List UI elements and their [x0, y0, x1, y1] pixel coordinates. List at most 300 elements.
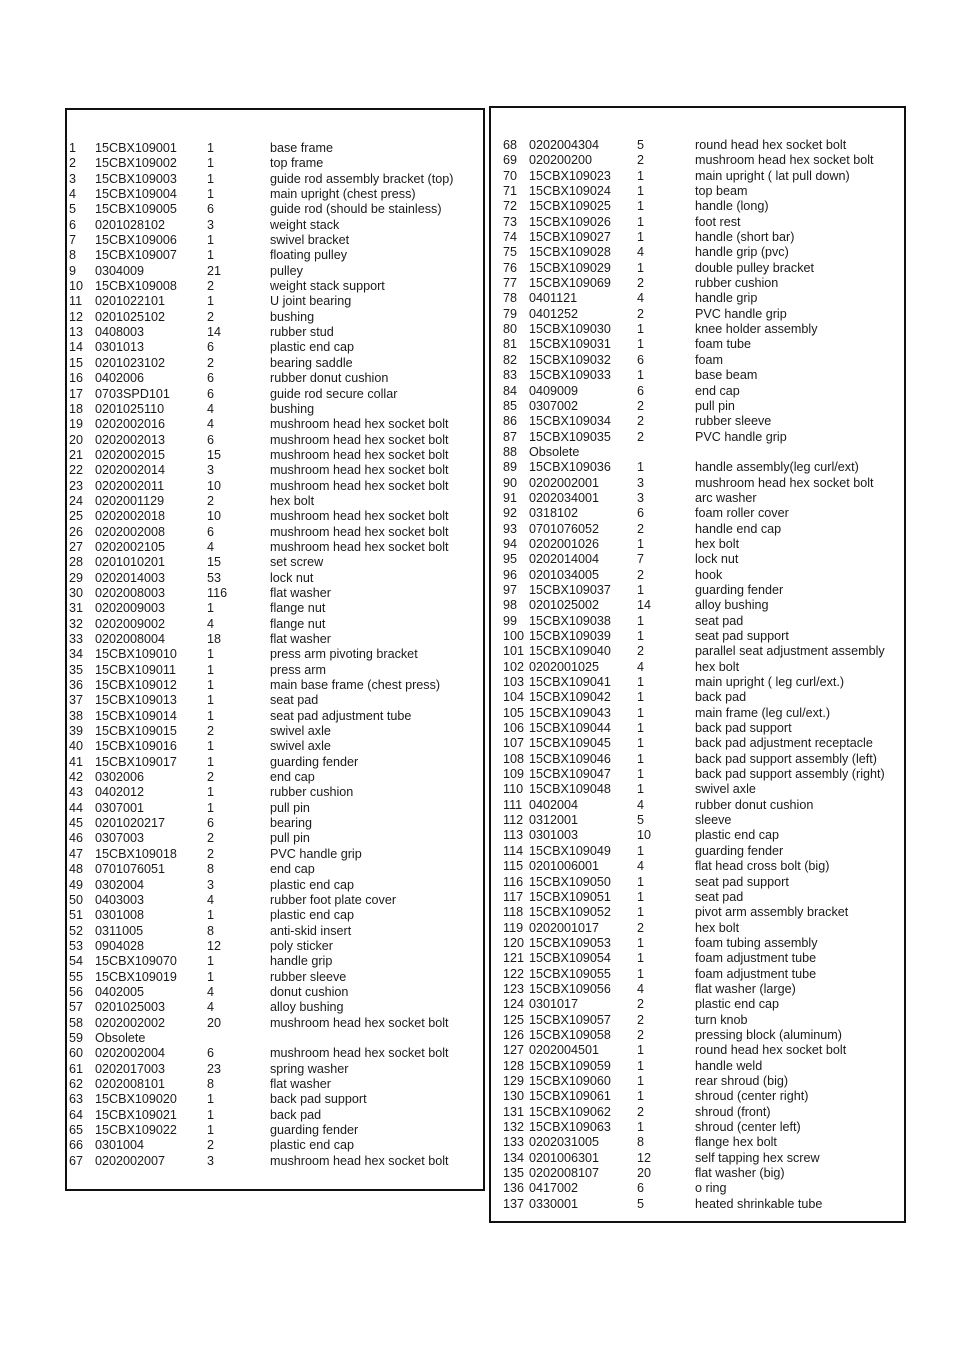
part-desc: mushroom head hex socket bolt [270, 1015, 449, 1030]
part-qty: 2 [637, 398, 645, 413]
part-number: 40 [69, 739, 84, 754]
part-qty: 3 [207, 463, 215, 478]
part-number: 134 [503, 1150, 525, 1165]
part-desc: end cap [270, 770, 315, 785]
part-number: 26 [69, 524, 84, 539]
part-desc: guarding fender [270, 1123, 359, 1137]
part-code: 0202014003 [95, 570, 166, 585]
part-row [67, 218, 483, 233]
part-qty: 2 [207, 1138, 215, 1153]
part-qty: 1 [637, 230, 645, 245]
part-row [491, 890, 904, 905]
part-row [67, 1154, 483, 1169]
part-desc: heated shrinkable tube [695, 1196, 823, 1211]
part-row [67, 279, 483, 294]
part-code: 0201025002 [529, 598, 600, 613]
part-desc: guarding fender [695, 582, 784, 597]
part-qty: 1 [207, 739, 215, 754]
part-desc: rubber cushion [695, 276, 779, 291]
part-number: 132 [503, 1120, 525, 1134]
part-number: 115 [503, 859, 524, 874]
part-desc: back pad support [695, 721, 792, 736]
part-row [491, 353, 904, 368]
parts-list-right-panel [489, 106, 906, 1223]
part-number: 80 [503, 322, 518, 337]
part-row [491, 736, 904, 751]
part-number: 110 [503, 782, 524, 797]
part-desc: pivot arm assembly bracket [695, 905, 849, 920]
part-row [491, 291, 904, 306]
part-code: 15CBX109020 [95, 1092, 177, 1107]
part-code: 0202008004 [95, 632, 166, 646]
part-number: 104 [503, 690, 525, 705]
part-row [491, 307, 904, 322]
part-code: 0409009 [529, 383, 579, 398]
part-row [67, 325, 483, 340]
part-desc: flat washer (big) [695, 1166, 785, 1181]
part-code: 15CBX109034 [529, 414, 611, 429]
part-desc: o ring [695, 1181, 727, 1196]
part-number: 66 [69, 1138, 84, 1153]
part-code: 0202017003 [95, 1061, 166, 1076]
part-qty: 7 [637, 552, 645, 567]
part-qty: 8 [207, 862, 215, 877]
part-row [491, 921, 904, 936]
part-qty: 1 [637, 705, 645, 720]
part-code: 0311005 [95, 923, 144, 938]
part-desc: rubber sleeve [695, 414, 772, 429]
part-row [491, 368, 904, 383]
part-row [491, 1028, 904, 1043]
part-number: 69 [503, 153, 518, 168]
part-qty: 2 [637, 567, 645, 582]
part-code: 15CBX109061 [529, 1089, 611, 1104]
part-qty: 2 [207, 309, 215, 324]
part-code: 0201010201 [95, 555, 166, 570]
part-row [67, 156, 483, 171]
part-qty: 2 [637, 1012, 645, 1027]
part-desc: lock nut [695, 552, 739, 567]
part-row [67, 371, 483, 386]
part-code: 15CBX109038 [529, 613, 611, 628]
part-qty: 4 [637, 797, 645, 812]
part-qty: 1 [637, 322, 645, 337]
part-number: 64 [69, 1107, 84, 1122]
part-qty: 2 [637, 920, 645, 935]
part-code: 15CBX109044 [529, 721, 611, 736]
part-desc: rubber stud [270, 325, 334, 340]
part-code: 15CBX109002 [95, 156, 177, 171]
part-row [67, 985, 483, 1000]
part-desc: hex bolt [270, 493, 315, 508]
part-qty: 1 [637, 843, 645, 858]
part-desc: base beam [695, 368, 758, 383]
part-qty: 1 [637, 874, 645, 889]
part-number: 108 [503, 751, 525, 766]
part-number: 91 [503, 490, 518, 505]
part-desc: rubber sleeve [270, 969, 347, 984]
part-number: 96 [503, 567, 518, 582]
part-desc: knee holder assembly [695, 322, 818, 337]
part-row [67, 494, 483, 509]
part-qty: 1 [637, 1043, 645, 1058]
part-number: 54 [69, 954, 84, 969]
part-number: 9 [69, 263, 77, 278]
part-desc: handle end cap [695, 521, 782, 536]
part-number: 23 [69, 478, 84, 493]
part-desc: handle grip (pvc) [695, 245, 789, 260]
part-desc: swivel axle [695, 782, 756, 797]
part-number: 32 [69, 616, 84, 631]
part-desc: rubber donut cushion [695, 797, 814, 812]
part-qty: 2 [207, 493, 215, 508]
part-code: 0401252 [529, 306, 579, 321]
part-qty: 1 [637, 889, 645, 904]
part-row [67, 586, 483, 601]
part-number: 119 [503, 920, 524, 935]
part-qty: 4 [207, 892, 215, 907]
part-qty: 14 [637, 598, 652, 613]
part-qty: 1 [207, 1092, 215, 1107]
part-code: 0701076052 [529, 521, 600, 536]
part-qty: 6 [207, 524, 215, 539]
part-code: 15CBX109041 [529, 675, 611, 690]
part-desc: seat pad support [695, 629, 789, 643]
part-row [491, 690, 904, 705]
part-number: 56 [69, 984, 84, 999]
part-qty: 2 [207, 770, 215, 785]
part-row [491, 476, 904, 491]
part-number: 87 [503, 429, 518, 444]
part-code: 0312001 [529, 813, 579, 828]
part-number: 94 [503, 536, 518, 551]
part-qty: 10 [207, 478, 222, 493]
part-qty: 15 [207, 555, 222, 570]
part-code: 0202002016 [95, 417, 166, 432]
part-row [491, 782, 904, 797]
part-row [67, 1092, 483, 1107]
part-number: 25 [69, 509, 84, 524]
part-row [491, 522, 904, 537]
part-qty: 3 [637, 490, 645, 505]
part-code: 0904028 [95, 938, 145, 953]
part-row [67, 755, 483, 770]
part-number: 30 [69, 585, 84, 600]
part-desc: flange nut [270, 616, 326, 631]
part-number: 1 [69, 141, 77, 155]
part-desc: back pad adjustment receptacle [695, 736, 873, 751]
part-code: 15CBX109053 [529, 935, 611, 950]
part-code: 0201028102 [95, 217, 166, 232]
part-code: 15CBX109014 [95, 708, 177, 723]
part-row [67, 463, 483, 478]
part-qty: 4 [637, 981, 645, 996]
part-code: 0202008003 [95, 585, 166, 600]
part-qty: 2 [637, 153, 645, 168]
part-desc: mushroom head hex socket bolt [270, 447, 449, 462]
part-number: 120 [503, 935, 525, 950]
part-desc: main frame (leg cul/ext.) [695, 705, 831, 720]
part-qty: 1 [637, 905, 645, 920]
part-desc: handle (long) [695, 199, 769, 214]
part-desc: plastic end cap [270, 1138, 355, 1153]
part-desc: foam [695, 352, 723, 367]
part-code: 15CBX109018 [95, 846, 177, 861]
part-qty: 4 [207, 1000, 215, 1015]
part-desc: handle weld [695, 1058, 763, 1073]
part-number: 18 [69, 401, 84, 416]
part-desc: swivel axle [270, 739, 331, 754]
part-code: 0703SPD101 [95, 386, 170, 401]
part-qty: 1 [637, 368, 645, 383]
part-qty: 1 [637, 690, 645, 705]
part-desc: pressing block (aluminum) [695, 1027, 842, 1042]
part-qty: 1 [637, 199, 645, 214]
part-row [67, 893, 483, 908]
part-desc: rubber donut cushion [270, 371, 389, 386]
part-code: 15CBX109016 [95, 739, 177, 754]
part-desc: mushroom head hex socket bolt [270, 1153, 449, 1168]
part-row [491, 384, 904, 399]
part-code: 0202014004 [529, 552, 600, 567]
part-code: 0301008 [95, 908, 145, 923]
part-desc: PVC handle grip [270, 846, 362, 861]
part-number: 19 [69, 417, 84, 432]
part-qty: 20 [207, 1015, 222, 1030]
part-code: 15CBX109050 [529, 874, 611, 889]
part-desc: pulley [270, 263, 303, 278]
part-desc: spring washer [270, 1061, 349, 1076]
part-number: 98 [503, 598, 518, 613]
part-code: 15CBX109060 [529, 1073, 611, 1088]
part-number: 16 [69, 371, 84, 386]
part-desc: double pulley bracket [695, 260, 815, 275]
part-desc: pull pin [270, 800, 310, 815]
part-number: 38 [69, 708, 84, 723]
part-number: 73 [503, 214, 518, 229]
part-code: 0201025110 [95, 401, 165, 416]
part-row [491, 614, 904, 629]
part-number: 76 [503, 260, 518, 275]
part-code: 15CBX109006 [95, 233, 177, 248]
part-code: 0701076051 [95, 862, 166, 877]
part-code: 15CBX109024 [529, 184, 611, 199]
part-qty: 6 [207, 340, 215, 355]
part-row [67, 387, 483, 402]
part-number: 4 [69, 187, 77, 202]
part-desc: flat washer [270, 1076, 331, 1091]
part-number: 90 [503, 475, 518, 490]
part-desc: main upright ( lat pull down) [695, 168, 850, 183]
part-code: 0304009 [95, 263, 145, 278]
part-row [67, 571, 483, 586]
part-desc: mushroom head hex socket bolt [270, 524, 449, 539]
part-qty: 12 [637, 1150, 652, 1165]
part-qty: 1 [637, 767, 645, 782]
part-number: 11 [69, 294, 83, 309]
part-code: 0202009003 [95, 601, 166, 616]
part-row [67, 878, 483, 893]
part-qty: 2 [207, 355, 215, 370]
part-code: 0330001 [529, 1196, 579, 1211]
part-code: 0202001025 [529, 659, 600, 674]
part-row [491, 982, 904, 997]
part-qty: 1 [207, 141, 215, 155]
part-number: 106 [503, 721, 525, 736]
part-row [491, 752, 904, 767]
part-code: 0201025003 [95, 1000, 166, 1015]
part-qty: 21 [207, 263, 222, 278]
part-number: 35 [69, 662, 84, 677]
part-code: 0417002 [529, 1181, 579, 1196]
part-qty: 1 [637, 337, 645, 352]
part-row [491, 414, 904, 429]
part-number: 82 [503, 352, 518, 367]
part-code: 15CBX109007 [95, 248, 177, 263]
part-row [491, 721, 904, 736]
part-desc: seat pad [695, 613, 744, 628]
part-desc: foam adjustment tube [695, 951, 817, 966]
part-row [491, 767, 904, 782]
part-qty: 1 [637, 536, 645, 551]
part-number: 107 [503, 736, 525, 751]
part-qty: 1 [637, 675, 645, 690]
part-row [491, 844, 904, 859]
part-code: 15CBX109023 [529, 168, 611, 183]
part-qty: 1 [207, 693, 215, 708]
part-code: 0307002 [529, 398, 579, 413]
part-number: 105 [503, 705, 525, 720]
part-code: 0202001017 [529, 920, 600, 935]
part-code: 15CBX109063 [529, 1120, 611, 1134]
part-row [67, 187, 483, 202]
part-code: 15CBX109032 [529, 352, 611, 367]
part-desc: PVC handle grip [695, 306, 787, 321]
part-row [67, 340, 483, 355]
part-number: 37 [69, 693, 84, 708]
part-qty: 5 [637, 813, 645, 828]
part-number: 116 [503, 874, 524, 889]
part-desc: handle assembly(leg curl/ext) [695, 460, 859, 475]
part-code: 15CBX109031 [529, 337, 611, 352]
part-row [491, 445, 904, 460]
part-code: 0202002004 [95, 1046, 166, 1061]
part-number: 39 [69, 724, 84, 739]
part-desc: self tapping hex screw [695, 1150, 820, 1165]
part-desc: top beam [695, 184, 748, 199]
part-code: 15CBX109036 [529, 460, 611, 475]
part-code: 15CBX109062 [529, 1104, 611, 1119]
part-code: 15CBX109028 [529, 245, 611, 260]
part-row [67, 248, 483, 263]
part-qty: 1 [207, 800, 215, 815]
part-code: 15CBX109030 [529, 322, 611, 337]
part-row [67, 617, 483, 632]
part-code: 0201022101 [95, 294, 166, 309]
part-code: 0202002014 [95, 463, 166, 478]
part-number: 72 [503, 199, 518, 214]
part-row [491, 583, 904, 598]
part-row [67, 1000, 483, 1015]
part-desc: flat washer [270, 585, 331, 600]
part-code: 0402004 [529, 797, 579, 812]
part-number: 124 [503, 997, 525, 1012]
part-desc: seat pad [270, 693, 319, 708]
part-number: 74 [503, 230, 518, 245]
part-row [67, 785, 483, 800]
part-row [67, 954, 483, 969]
part-desc: PVC handle grip [695, 429, 787, 444]
part-desc: set screw [270, 555, 324, 570]
part-desc: parallel seat adjustment assembly [695, 644, 885, 659]
part-code: 15CBX109049 [529, 843, 611, 858]
part-qty: 2 [207, 724, 215, 739]
part-qty: 8 [207, 923, 215, 938]
part-number: 129 [503, 1073, 525, 1088]
part-qty: 1 [637, 751, 645, 766]
part-qty: 1 [637, 168, 645, 183]
part-code: 15CBX109021 [95, 1107, 177, 1122]
part-number: 88 [503, 444, 518, 459]
part-code: 0202002013 [95, 432, 166, 447]
part-number: 28 [69, 555, 84, 570]
part-qty: 1 [637, 613, 645, 628]
part-code: 0202004501 [529, 1043, 600, 1058]
part-desc: anti-skid insert [270, 923, 352, 938]
part-qty: 1 [207, 754, 215, 769]
part-row [67, 924, 483, 939]
part-code: 15CBX109055 [529, 966, 611, 981]
part-number: 22 [69, 463, 84, 478]
part-code: 15CBX109012 [95, 678, 177, 693]
part-desc: hook [695, 567, 723, 582]
part-code: 15CBX109033 [529, 368, 611, 383]
part-desc: hex bolt [695, 920, 740, 935]
part-row [491, 245, 904, 260]
part-row [491, 215, 904, 230]
part-row [491, 629, 904, 644]
part-number: 62 [69, 1076, 84, 1091]
part-row [491, 598, 904, 613]
part-qty: 4 [207, 616, 215, 631]
part-qty: 116 [207, 585, 228, 600]
part-row [67, 632, 483, 647]
part-row [491, 1151, 904, 1166]
part-code: 0202009002 [95, 616, 166, 631]
part-number: 137 [503, 1196, 525, 1211]
part-qty: 5 [637, 138, 645, 152]
part-qty: 2 [637, 644, 645, 659]
part-desc: main upright (chest press) [270, 187, 416, 202]
part-code: 15CBX109026 [529, 214, 611, 229]
part-number: 5 [69, 202, 77, 217]
part-desc: mushroom head hex socket bolt [270, 463, 449, 478]
part-row [67, 801, 483, 816]
part-qty: 1 [637, 260, 645, 275]
part-number: 29 [69, 570, 84, 585]
part-row [491, 322, 904, 337]
part-code: 15CBX109059 [529, 1058, 611, 1073]
part-number: 125 [503, 1012, 525, 1027]
part-desc: foot rest [695, 214, 741, 229]
part-code: 15CBX109019 [95, 969, 177, 984]
part-code: 0202034001 [529, 490, 600, 505]
part-desc: mushroom head hex socket bolt [695, 475, 874, 490]
part-code: 0202004304 [529, 138, 600, 152]
part-row [67, 847, 483, 862]
part-code: 0403003 [95, 892, 145, 907]
part-desc: foam adjustment tube [695, 966, 817, 981]
